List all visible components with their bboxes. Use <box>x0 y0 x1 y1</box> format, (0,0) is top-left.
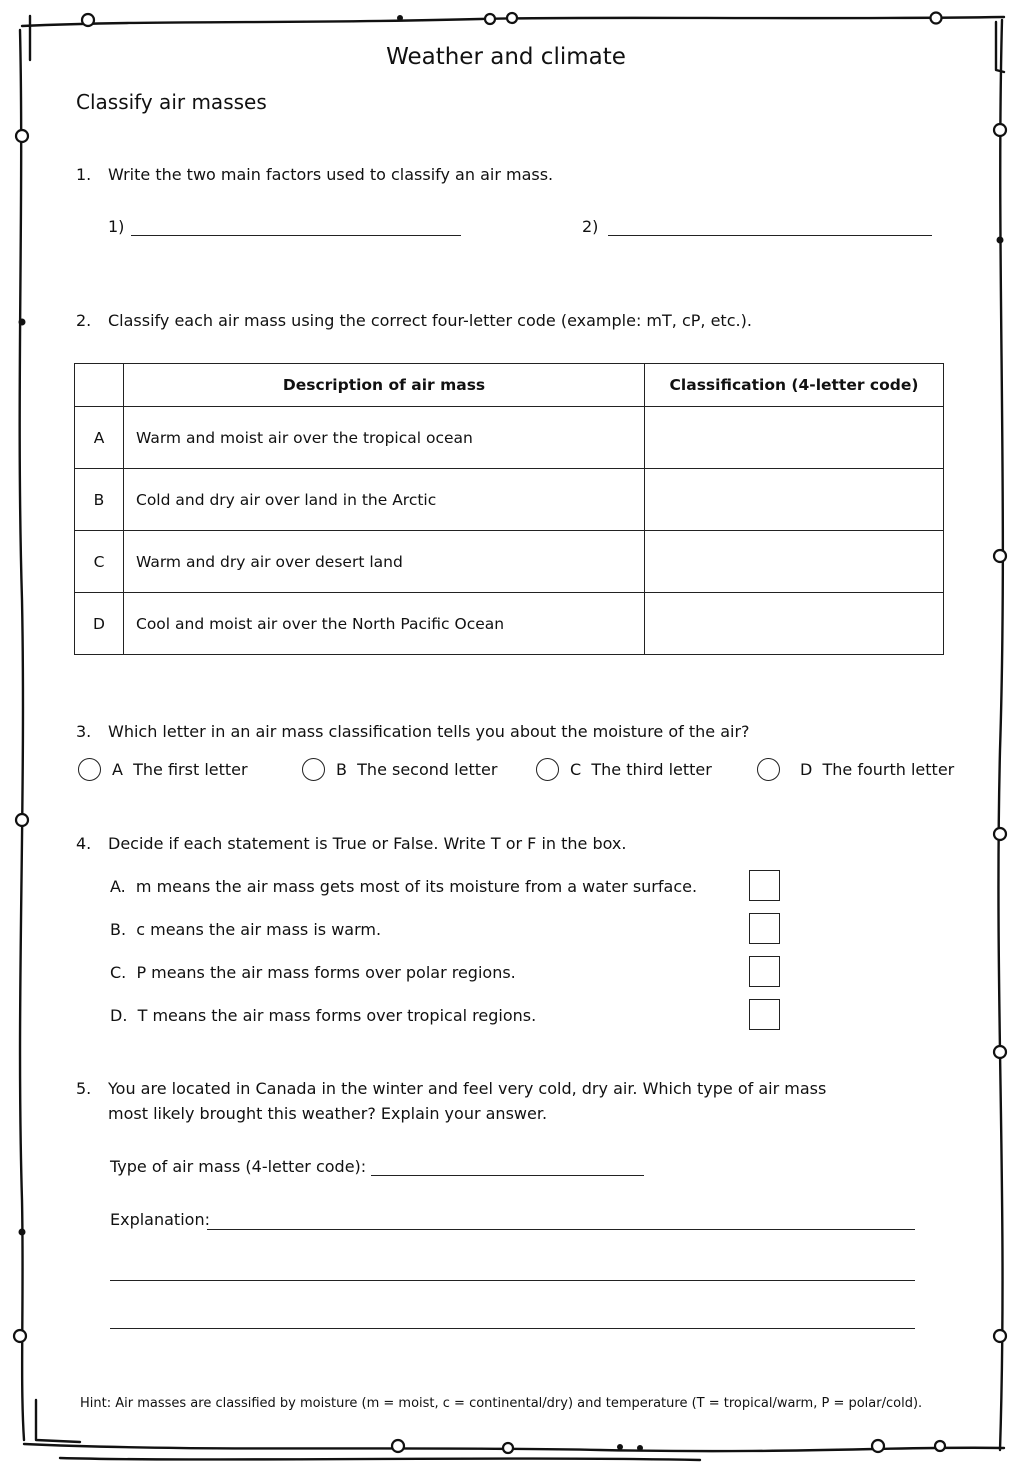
option-a[interactable] <box>78 758 248 781</box>
tf-answer-box[interactable] <box>749 870 780 901</box>
row-description: Warm and moist air over the tropical ocean <box>124 407 645 469</box>
tf-answer-box[interactable] <box>749 913 780 944</box>
table-row <box>75 593 944 655</box>
statement-a <box>110 877 697 896</box>
question-3 <box>76 722 750 741</box>
option-text: The first letter <box>133 760 248 779</box>
option-letter: A <box>112 760 123 779</box>
question-text: Decide if each statement is True or False. Write T or F in the box. <box>108 834 627 853</box>
option-text: The second letter <box>357 760 498 779</box>
tf-answer-box[interactable] <box>749 956 780 987</box>
question-number: 3. <box>76 722 92 741</box>
blank-2-label: 2) <box>582 217 599 236</box>
option-letter: B <box>336 760 347 779</box>
answer-cell[interactable] <box>645 531 944 593</box>
question-text-line-2: most likely brought this weather? Explain your answer. <box>108 1104 548 1123</box>
statement-letter: A. <box>110 877 126 896</box>
blank-1-line[interactable] <box>131 235 461 236</box>
statement-letter: B. <box>110 920 127 939</box>
answer-cell[interactable] <box>645 407 944 469</box>
radio-circle-icon[interactable] <box>757 758 780 781</box>
air-mass-table <box>74 363 944 655</box>
statement-text: T means the air mass forms over tropical regions. <box>137 1006 537 1025</box>
question-text-line-1: You are located in Canada in the winter and feel very cold, dry air. Which type of air mass <box>108 1079 827 1098</box>
statement-letter: D. <box>110 1006 128 1025</box>
radio-circle-icon[interactable] <box>302 758 325 781</box>
option-d[interactable] <box>757 758 954 781</box>
row-letter: C <box>75 531 124 593</box>
statement-c <box>110 963 516 982</box>
statement-text: P means the air mass forms over polar regions. <box>136 963 516 982</box>
question-1 <box>76 165 553 184</box>
explanation-line[interactable] <box>110 1280 915 1281</box>
table-row <box>75 531 944 593</box>
air-mass-type-label: Type of air mass (4-letter code): <box>110 1157 367 1176</box>
statement-d <box>110 1006 536 1025</box>
statement-letter: C. <box>110 963 127 982</box>
question-text: Write the two main factors used to classify an air mass. <box>108 165 554 184</box>
option-b[interactable] <box>302 758 497 781</box>
row-letter: D <box>75 593 124 655</box>
page-title: Weather and climate <box>386 44 626 70</box>
statement-b <box>110 920 381 939</box>
table-row <box>75 407 944 469</box>
radio-circle-icon[interactable] <box>78 758 101 781</box>
question-4 <box>76 834 626 853</box>
question-text: Classify each air mass using the correct four-letter code (example: mT, cP, etc.). <box>108 311 752 330</box>
table-row <box>75 469 944 531</box>
row-letter: A <box>75 407 124 469</box>
explanation-line[interactable] <box>110 1328 915 1329</box>
hint-text: Hint: Air masses are classified by moisture (m = moist, c = continental/dry) and temperature (T = tropical/warm, P = polar/cold). <box>80 1396 923 1411</box>
blank-2-line[interactable] <box>608 235 932 236</box>
question-number: 5. <box>76 1079 92 1098</box>
question-5 <box>76 1079 826 1098</box>
table-header-row <box>75 364 944 407</box>
option-text: The fourth letter <box>822 760 955 779</box>
row-description: Cold and dry air over land in the Arctic <box>124 469 645 531</box>
question-text: Which letter in an air mass classification tells you about the moisture of the air? <box>108 722 750 741</box>
header-description: Description of air mass <box>124 364 645 407</box>
question-number: 2. <box>76 311 92 330</box>
option-c[interactable] <box>536 758 712 781</box>
question-2 <box>76 311 752 330</box>
explanation-line[interactable] <box>207 1229 915 1230</box>
radio-circle-icon[interactable] <box>536 758 559 781</box>
page-subtitle: Classify air masses <box>76 90 267 114</box>
row-letter: B <box>75 469 124 531</box>
explanation-label: Explanation: <box>110 1210 210 1229</box>
option-text: The third letter <box>591 760 712 779</box>
question-number: 4. <box>76 834 92 853</box>
row-description: Warm and dry air over desert land <box>124 531 645 593</box>
statement-text: c means the air mass is warm. <box>136 920 382 939</box>
header-classification: Classification (4-letter code) <box>645 364 944 407</box>
air-mass-type-line[interactable] <box>371 1175 644 1176</box>
answer-cell[interactable] <box>645 469 944 531</box>
tf-answer-box[interactable] <box>749 999 780 1030</box>
question-number: 1. <box>76 165 92 184</box>
option-letter: C <box>570 760 582 779</box>
blank-1-label: 1) <box>108 217 125 236</box>
statement-text: m means the air mass gets most of its moisture from a water surface. <box>135 877 698 896</box>
answer-cell[interactable] <box>645 593 944 655</box>
header-letter <box>75 364 124 407</box>
row-description: Cool and moist air over the North Pacific Ocean <box>124 593 645 655</box>
option-letter: D <box>800 760 813 779</box>
